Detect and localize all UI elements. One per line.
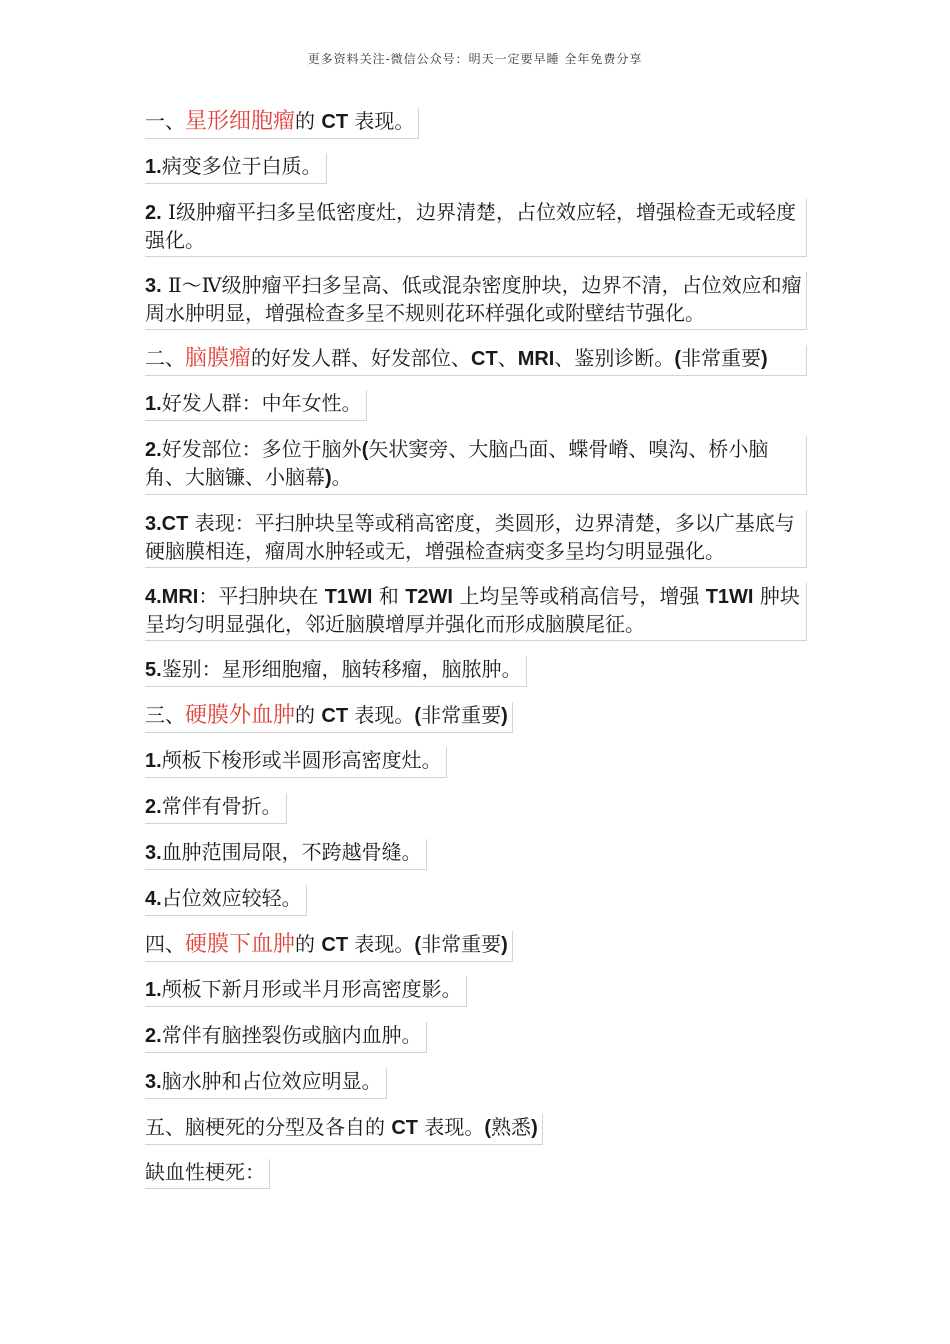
item-text: 常伴有脑挫裂伤或脑内血肿。 (161, 1023, 422, 1047)
list-item (145, 1022, 427, 1053)
heading-suffix: 表现。 (348, 932, 415, 956)
heading-text: 五、脑梗死的分型及各自的 (145, 1115, 392, 1139)
item-number: 4. (145, 888, 162, 910)
list-item (145, 793, 287, 824)
list-item (145, 510, 807, 568)
item-text: 鉴别：星形细胞瘤，脑转移瘤，脑脓肿。 (161, 657, 522, 681)
heading-prefix: 一、 (145, 109, 185, 133)
heading-prefix: 四、 (145, 932, 185, 956)
list-item (145, 885, 307, 916)
heading-highlight: 脑膜瘤 (185, 346, 252, 371)
heading-separator: 、 (497, 346, 518, 370)
item-number: 3. (145, 842, 162, 864)
heading-paren: ( (674, 348, 682, 370)
list-item (145, 976, 467, 1007)
heading-paren: ( (484, 1117, 492, 1139)
item-text: 脑水肿和占位效应明显。 (161, 1069, 382, 1093)
list-item (145, 436, 807, 495)
page-header (0, 50, 950, 67)
list-item (145, 153, 327, 184)
heading-latin: CT (391, 1117, 419, 1139)
item-text: 好发人群：中年女性。 (161, 391, 362, 415)
item-number: 1. (145, 156, 162, 178)
item-text: 好发部位：多位于脑外 (161, 437, 362, 461)
item-number: 1. (145, 979, 162, 1001)
item-text: 常伴有骨折。 (161, 794, 282, 818)
heading-highlight: 硬膜外血肿 (185, 703, 296, 728)
item-number: 4.MRI (145, 586, 199, 608)
list-item (145, 656, 527, 687)
heading-suffix: 表现。 (418, 1115, 485, 1139)
heading-latin: CT (321, 705, 349, 727)
item-number: 5. (145, 659, 162, 681)
heading-text: 的 (295, 703, 322, 727)
item-number: 3. (145, 1071, 162, 1093)
item-number: 3. (145, 275, 162, 297)
item-number: 2. (145, 796, 162, 818)
item-number: 2. (145, 1025, 162, 1047)
list-item (145, 747, 447, 778)
heading-suffix: 表现。 (348, 109, 415, 133)
section-heading-1 (145, 108, 419, 139)
section-heading-3 (145, 702, 513, 733)
heading-latin: CT (321, 111, 349, 133)
subheading (145, 1159, 270, 1189)
heading-paren: ( (414, 934, 422, 956)
list-item (145, 1068, 387, 1099)
item-latin: T1WI (705, 586, 754, 608)
heading-text: 的好发人群、好发部位、 (251, 346, 472, 370)
item-text: 表现：平扫肿块呈等或稍高密度，类圆形，边界清楚，多以广基底与硬脑膜相连，瘤周水肿轻或无，增强检查病变多呈均匀明显强化。 (145, 511, 795, 563)
item-text: 肿块呈均匀明显强化，邻近脑膜增厚并强化而形成脑膜尾征。 (145, 584, 800, 636)
heading-paren: ) (531, 1117, 538, 1139)
item-text: Ⅰ级肿瘤平扫多呈低密度灶，边界清楚，占位效应轻，增强检查无或轻度强化。 (145, 200, 796, 252)
heading-highlight: 硬膜下血肿 (185, 932, 296, 957)
section-heading-2 (145, 345, 807, 376)
item-text: 和 (372, 584, 406, 608)
header-text: 更多资料关注-微信公众号：明天一定要早睡 全年免费分享 (307, 52, 643, 66)
item-latin: T1WI (324, 586, 373, 608)
item-text: 矢状窦旁、大脑凸面、蝶骨嵴、嗅沟、桥小脑角、大脑镰、小脑幕 (145, 437, 769, 489)
item-text: Ⅱ～Ⅳ级肿瘤平扫多呈高、低或混杂密度肿块，边界不清，占位效应和瘤周水肿明显，增强检查多呈不规则花环样强化或附壁结节强化。 (145, 273, 802, 325)
item-latin: T2WI (405, 586, 453, 608)
heading-note: 非常重要 (681, 346, 762, 370)
list-item (145, 390, 367, 421)
list-item (145, 199, 807, 257)
heading-note: 非常重要 (421, 703, 502, 727)
item-text: 占位效应较轻。 (161, 886, 302, 910)
item-number: 2. (145, 202, 162, 224)
item-number: 2. (145, 439, 162, 461)
item-number: 1. (145, 393, 162, 415)
heading-prefix: 二、 (145, 346, 185, 370)
section-heading-5 (145, 1114, 543, 1145)
heading-latin: CT (321, 934, 349, 956)
heading-highlight: 星形细胞瘤 (185, 109, 296, 134)
heading-latin: MRI (517, 348, 555, 370)
heading-paren: ) (761, 348, 768, 370)
item-text: 上均呈等或稍高信号，增强 (452, 584, 706, 608)
item-text: 。 (331, 465, 352, 489)
heading-prefix: 三、 (145, 703, 185, 727)
item-number: 1. (145, 750, 162, 772)
item-text: 血肿范围局限，不跨越骨缝。 (161, 840, 422, 864)
list-item (145, 272, 807, 330)
section-heading-4 (145, 931, 513, 962)
item-paren: ( (361, 439, 369, 461)
heading-paren: ( (414, 705, 422, 727)
heading-suffix: 、鉴别诊断。 (554, 346, 675, 370)
heading-note: 非常重要 (421, 932, 502, 956)
document-body (145, 108, 807, 1204)
heading-suffix: 表现。 (348, 703, 415, 727)
list-item (145, 839, 427, 870)
heading-latin: CT (471, 348, 498, 370)
item-text: ：平扫肿块在 (198, 584, 325, 608)
heading-paren: ) (501, 705, 508, 727)
item-paren: ) (325, 467, 332, 489)
heading-text: 的 (295, 109, 322, 133)
heading-paren: ) (501, 934, 508, 956)
heading-text: 的 (295, 932, 322, 956)
item-text: 病变多位于白质。 (161, 154, 322, 178)
heading-note: 熟悉 (491, 1115, 532, 1139)
item-text: 颅板下新月形或半月形高密度影。 (161, 977, 462, 1001)
item-text: 颅板下梭形或半圆形高密度灶。 (161, 748, 442, 772)
list-item (145, 583, 807, 641)
subheading-text: 缺血性梗死： (145, 1160, 265, 1184)
item-number: 3.CT (145, 513, 189, 535)
